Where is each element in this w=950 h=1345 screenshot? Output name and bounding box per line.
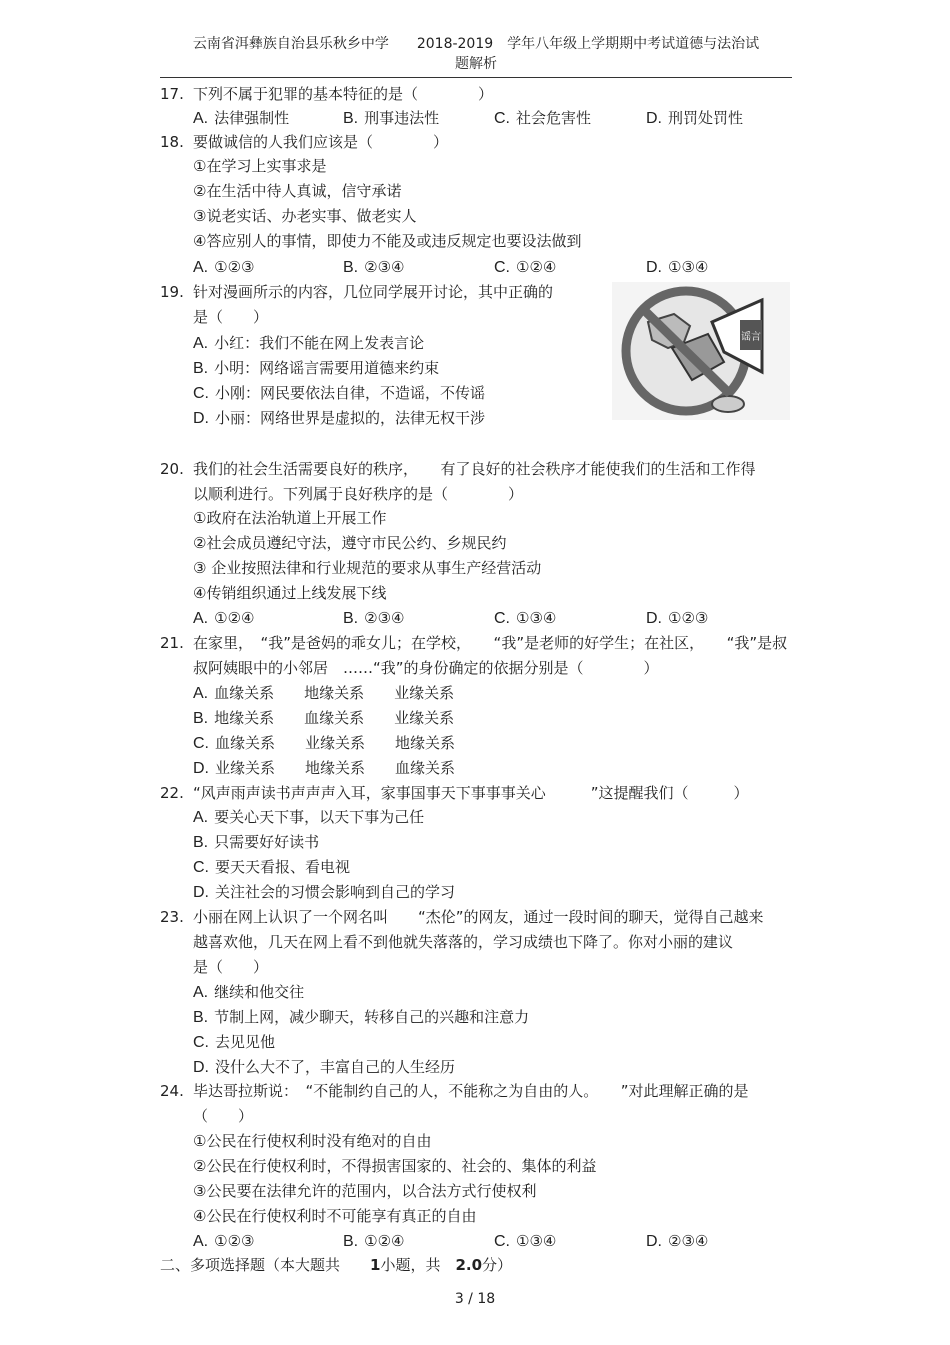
question-stem: 是（ ）	[193, 308, 269, 326]
option-letter: D.	[646, 110, 662, 127]
statement-item: ②在生活中待人真诚，信守承诺	[193, 182, 402, 200]
option-letter: D.	[193, 1059, 209, 1076]
option-text: 法律强制性	[214, 109, 290, 127]
question-stem: “风声雨声读书声声声入耳，家事国事天下事事事关心 ”这提醒我们（ ）	[193, 784, 749, 802]
option-letter: D.	[646, 1233, 662, 1250]
answer-option	[494, 257, 556, 278]
answer-option	[646, 257, 708, 278]
answer-option	[193, 408, 485, 429]
answer-option	[494, 1231, 556, 1252]
option-letter: A.	[193, 610, 209, 627]
no-rumor-cartoon-icon	[612, 282, 790, 420]
answer-option	[343, 1231, 404, 1252]
option-text: ①②④	[364, 1232, 405, 1250]
header-line-2: 题解析	[455, 56, 497, 72]
option-text: ②③④	[364, 609, 405, 627]
option-text: 刑罚处罚性	[668, 109, 744, 127]
option-text: 地缘关系 血缘关系 业缘关系	[214, 709, 455, 727]
option-letter: A.	[193, 685, 209, 702]
option-text: 没什么大不了，丰富自己的人生经历	[215, 1058, 456, 1076]
statement-item: ②社会成员遵纪守法，遵守市民公约、乡规民约	[193, 534, 507, 552]
option-text: 只需要好好读书	[214, 833, 320, 851]
option-text: ②③④	[364, 258, 405, 276]
question-number: 19.	[160, 283, 184, 301]
option-letter: B.	[343, 610, 359, 627]
option-letter: C.	[193, 859, 209, 876]
question-stem: 要做诚信的人我们应该是（ ）	[193, 133, 449, 151]
question-stem: （ ）	[193, 1107, 254, 1125]
option-letter: C.	[193, 1034, 209, 1051]
answer-option	[494, 608, 556, 629]
answer-option	[494, 108, 591, 129]
svg-text:谣言: 谣言	[741, 332, 761, 343]
answer-option	[193, 1007, 529, 1028]
option-text: 血缘关系 业缘关系 地缘关系	[215, 734, 456, 752]
statement-item: ①在学习上实事求是	[193, 157, 327, 175]
question-number: 24.	[160, 1082, 184, 1100]
option-letter: A.	[193, 809, 209, 826]
option-letter: D.	[193, 410, 209, 427]
question-stem: 叔阿姨眼中的小邻居 ……“我”的身份确定的依据分别是（ ）	[193, 659, 659, 677]
option-letter: C.	[193, 385, 209, 402]
question-stem: 在家里， “我”是爸妈的乖女儿；在学校， “我”是老师的好学生；在社区， “我”是叔	[193, 634, 788, 652]
option-text: 小明：网络谣言需要用道德来约束	[214, 359, 440, 377]
option-letter: C.	[494, 259, 510, 276]
question-number: 21.	[160, 634, 184, 652]
question-number: 17.	[160, 85, 184, 103]
option-letter: A.	[193, 335, 209, 352]
option-letter: B.	[193, 834, 209, 851]
question-number: 20.	[160, 460, 184, 478]
option-letter: C.	[494, 1233, 510, 1250]
option-letter: B.	[343, 110, 359, 127]
statement-item: ③公民要在法律允许的范围内，以合法方式行使权利	[193, 1182, 537, 1200]
option-text: 刑事违法性	[364, 109, 440, 127]
question-stem: 小丽在网上认识了一个网名叫 “杰伦”的网友，通过一段时间的聊天，觉得自己越来	[193, 908, 764, 926]
header-line-1: 云南省洱彝族自治县乐秋乡中学 2018-2019 学年八年级上学期期中考试道德与法治试	[192, 36, 760, 52]
option-text: 血缘关系 地缘关系 业缘关系	[214, 684, 455, 702]
answer-option	[193, 358, 439, 379]
option-letter: D.	[193, 884, 209, 901]
statement-item: ①公民在行使权利时没有绝对的自由	[193, 1132, 432, 1150]
answer-option	[193, 257, 254, 278]
option-letter: D.	[646, 610, 662, 627]
question-number: 18.	[160, 133, 184, 151]
option-letter: B.	[193, 710, 209, 727]
question-stem: 下列不属于犯罪的基本特征的是（ ）	[193, 85, 494, 103]
answer-option	[193, 383, 485, 404]
option-letter: B.	[193, 360, 209, 377]
answer-option	[193, 1231, 254, 1252]
option-text: 小刚：网民要依法自律，不造谣，不传谣	[215, 384, 486, 402]
option-text: ①②③	[668, 609, 709, 627]
option-text: 要关心天下事，以天下事为己任	[214, 808, 425, 826]
question-number: 22.	[160, 784, 184, 802]
option-letter: B.	[343, 259, 359, 276]
answer-option	[646, 608, 708, 629]
option-text: ①③④	[516, 609, 557, 627]
answer-option	[193, 608, 254, 629]
option-letter: A.	[193, 984, 209, 1001]
answer-option	[193, 1032, 275, 1053]
answer-option	[193, 882, 455, 903]
answer-option	[193, 733, 455, 754]
answer-option	[343, 608, 404, 629]
option-text: 小丽：网络世界是虚拟的，法律无权干涉	[215, 409, 486, 427]
statement-item: ①政府在法治轨道上开展工作	[193, 509, 387, 527]
option-text: 业缘关系 地缘关系 血缘关系	[215, 759, 456, 777]
option-letter: C.	[494, 110, 510, 127]
statement-item: ②公民在行使权利时，不得损害国家的、社会的、集体的利益	[193, 1157, 597, 1175]
answer-option	[193, 758, 455, 779]
answer-option	[193, 108, 289, 129]
option-letter: A.	[193, 1233, 209, 1250]
statement-item: ④公民在行使权利时不可能享有真正的自由	[193, 1207, 477, 1225]
option-letter: C.	[193, 735, 209, 752]
question-stem: 我们的社会生活需要良好的秩序， 有了良好的社会秩序才能使我们的生活和工作得	[193, 460, 756, 478]
option-text: ①②③	[214, 1232, 255, 1250]
question-number: 23.	[160, 908, 184, 926]
option-letter: B.	[343, 1233, 359, 1250]
option-text: 节制上网，减少聊天，转移自己的兴趣和注意力	[214, 1008, 530, 1026]
answer-option	[193, 982, 304, 1003]
option-text: ①②③	[214, 258, 255, 276]
option-letter: D.	[193, 760, 209, 777]
option-letter: A.	[193, 110, 209, 127]
option-letter: D.	[646, 259, 662, 276]
statement-item: ④传销组织通过上线发展下线	[193, 584, 387, 602]
answer-option	[193, 333, 424, 354]
option-text: ①②④	[214, 609, 255, 627]
statement-item: ③说老实话、办老实事、做老实人	[193, 207, 417, 225]
option-letter: C.	[494, 610, 510, 627]
section-2-heading: 二、多项选择题（本大题共 1小题，共 2.0分）	[160, 1256, 513, 1274]
answer-option	[193, 832, 319, 853]
option-text: ①②④	[516, 258, 557, 276]
option-text: ②③④	[668, 1232, 709, 1250]
answer-option	[193, 807, 424, 828]
option-text: ①③④	[516, 1232, 557, 1250]
answer-option	[193, 1057, 455, 1078]
option-text: 小红：我们不能在网上发表言论	[214, 334, 425, 352]
option-letter: B.	[193, 1009, 209, 1026]
question-stem: 针对漫画所示的内容，几位同学展开讨论，其中正确的	[193, 283, 554, 301]
question-stem: 越喜欢他，几天在网上看不到他就失落落的，学习成绩也下降了。你对小丽的建议	[193, 933, 734, 951]
statement-item: ③ 企业按照法律和行业规范的要求从事生产经营活动	[193, 559, 542, 577]
question-stem: 是（ ）	[193, 958, 269, 976]
question-stem: 毕达哥拉斯说： “不能制约自己的人，不能称之为自由的人。 ”对此理解正确的是	[193, 1082, 749, 1100]
option-text: ①③④	[668, 258, 709, 276]
option-text: 关注社会的习惯会影响到自己的学习	[215, 883, 456, 901]
answer-option	[193, 857, 350, 878]
option-text: 继续和他交往	[214, 983, 305, 1001]
answer-option	[343, 108, 439, 129]
question-stem: 以顺利进行。下列属于良好秩序的是（ ）	[193, 485, 524, 503]
answer-option	[343, 257, 404, 278]
option-letter: A.	[193, 259, 209, 276]
answer-option	[193, 683, 454, 704]
answer-option	[646, 1231, 708, 1252]
answer-option	[193, 708, 454, 729]
answer-option	[646, 108, 743, 129]
page-number: 3 / 18	[454, 1291, 496, 1307]
option-text: 去见见他	[215, 1033, 276, 1051]
option-text: 要天天看报、看电视	[215, 858, 351, 876]
option-text: 社会危害性	[516, 109, 592, 127]
statement-item: ④答应别人的事情，即使力不能及或违反规定也要设法做到	[193, 232, 582, 250]
